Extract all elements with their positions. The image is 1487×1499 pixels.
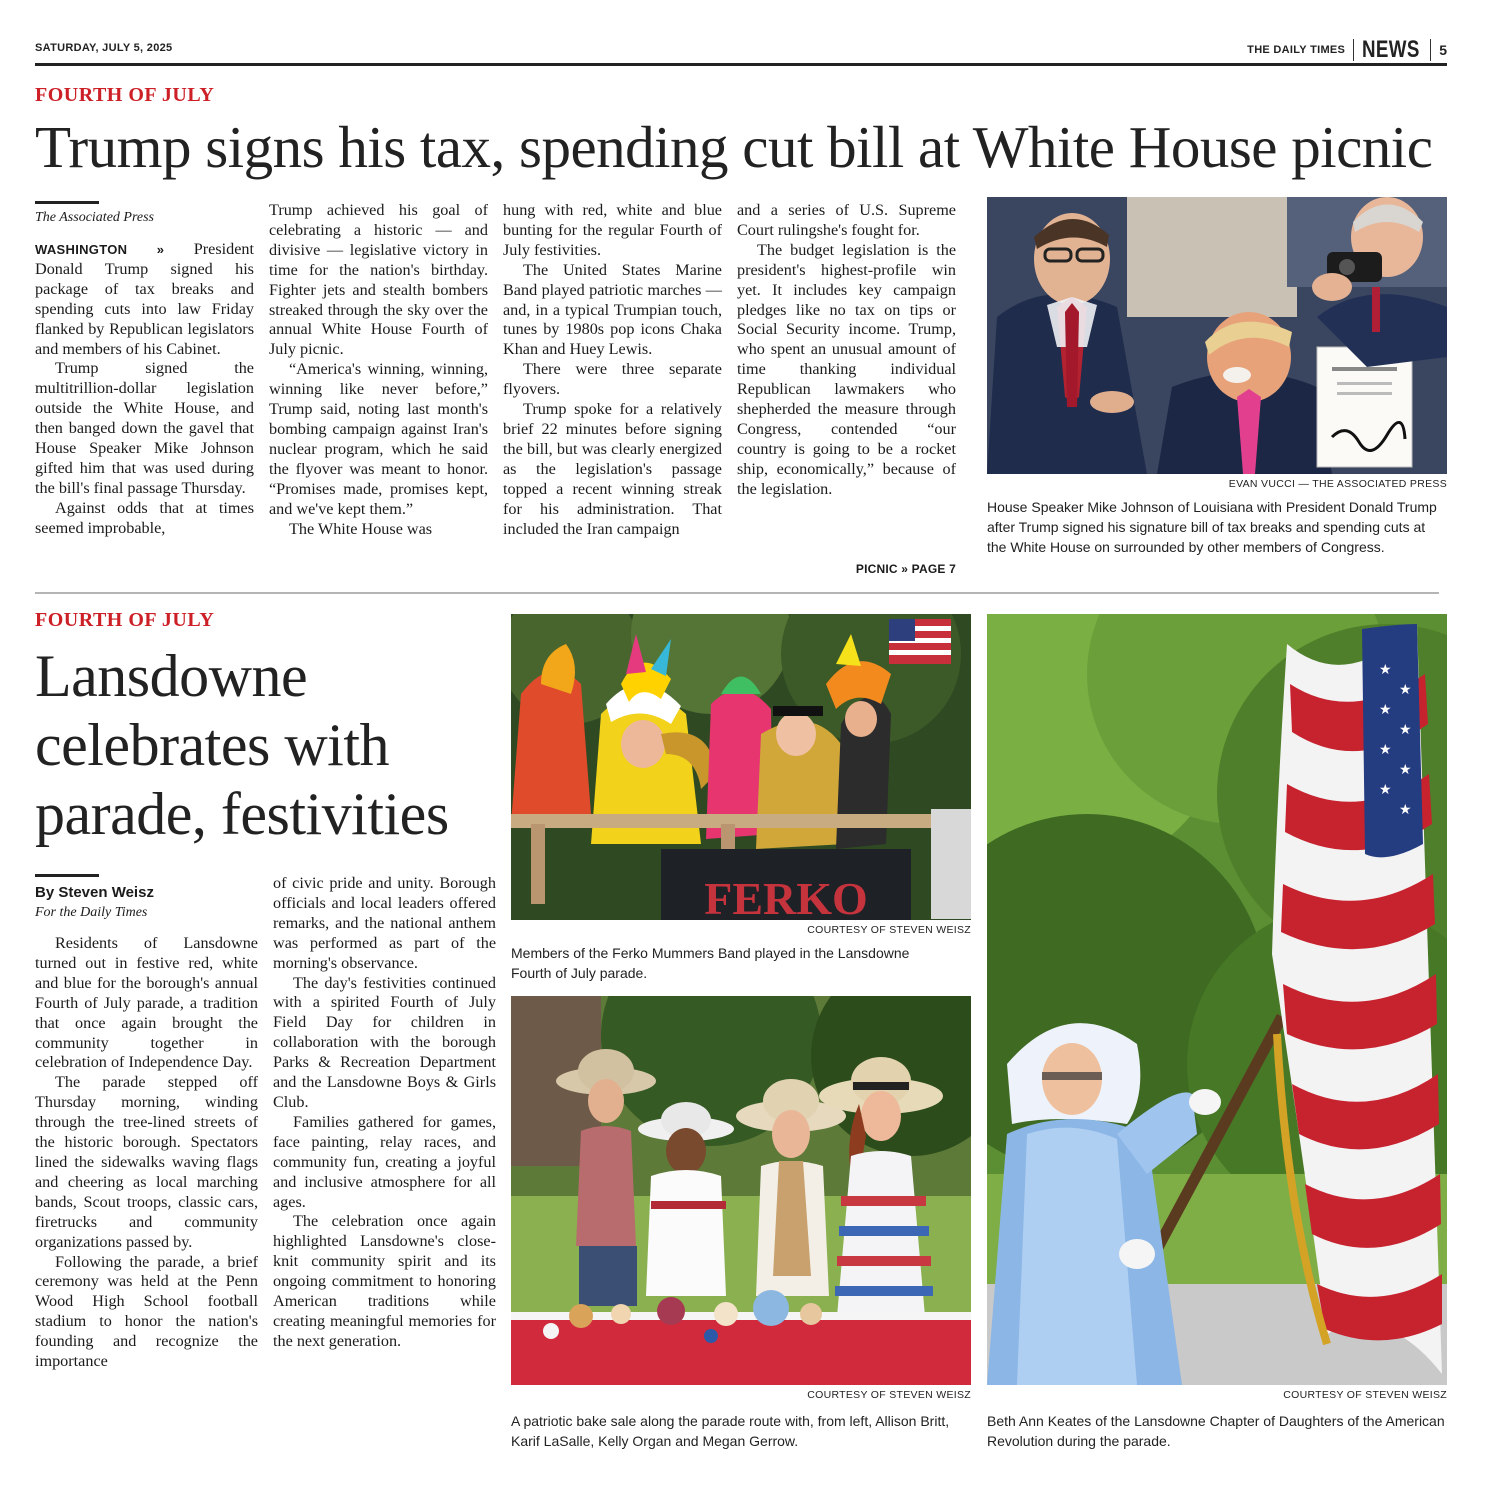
story2-affiliation: For the Daily Times <box>35 905 148 920</box>
bake-sale-photo <box>511 996 971 1385</box>
paragraph: Residents of Lansdowne turned out in festive red, white and blue for the borough's annual Fourth of July parade, a tradition that once again brought the community together in celebration of Independence Day. <box>35 934 258 1072</box>
photo-caption: A patriotic bake sale along the parade route with, from left, Allison Britt, Karif LaSalle, Kelly Organ and Megan Gerrow. <box>511 1413 950 1449</box>
paragraph: Trump spoke for a relatively brief 22 minutes before signing the bill, but was clearly energized as the legislation's passage topped a recent winning streak for his administration. That included the Iran campaign <box>503 400 722 538</box>
paragraph: Trump signed the multitrillion-dollar legislation outside the White House, and then banged down the gavel that House Speaker Mike Johnson gifted him that was used during the bill's final passage Thursday. <box>35 359 254 497</box>
paragraph: and a series of U.S. Supreme Court rulingshe's fought for. <box>737 201 956 239</box>
story2-byline: By Steven Weisz <box>35 884 154 901</box>
paragraph: The budget legislation is the president's highest-profile win yet. It includes key campaign pledges like no tax on tips or Social Security income. Trump, who spent an unusual amount of time thanking individual Republican lawmakers who shepherded the measure through Congress, contended “our country is going to be a rocket ship, economically,” because of the legislation. <box>737 240 956 498</box>
svg-text:★: ★ <box>1399 802 1412 818</box>
paragraph: Against odds that at times seemed improbable, <box>35 498 254 537</box>
svg-text:★: ★ <box>1399 762 1412 778</box>
photo-caption: Members of the Ferko Mummers Band played in the Lansdowne Fourth of July parade. <box>511 945 910 981</box>
svg-text:★: ★ <box>1379 782 1392 798</box>
masthead-brand <box>1247 36 1447 64</box>
paragraph: The White House was <box>289 519 433 538</box>
story2-column-1 <box>35 934 258 1372</box>
story1-kicker: FOURTH OF JULY <box>35 84 215 106</box>
section-divider <box>35 592 1439 594</box>
byline-rule <box>35 201 99 204</box>
masthead-date: SATURDAY, JULY 5, 2025 <box>35 42 173 54</box>
story2-kicker: FOURTH OF JULY <box>35 609 215 631</box>
paragraph: of civic pride and unity. Borough officials and local leaders offered remarks, and the national anthem was performed as part of the morning's observance. <box>273 874 496 972</box>
svg-text:★: ★ <box>1379 702 1392 718</box>
paragraph: The day's festivities continued with a spirited Fourth of July Field Day for children in collaboration with the borough Parks & Recreation Department and the Lansdowne Boys & Girls Club. <box>273 973 496 1111</box>
jump-line[interactable]: PICNIC » PAGE 7 <box>855 562 956 576</box>
svg-text:★: ★ <box>1399 682 1412 698</box>
svg-text:★: ★ <box>1379 742 1392 758</box>
masthead-divider <box>1353 39 1354 61</box>
paragraph: Families gathered for games, face painting, relay races, and community fun, creating a joyful and inclusive atmosphere for all ages. <box>273 1112 496 1211</box>
svg-text:★: ★ <box>1399 722 1412 738</box>
story2-column-2 <box>273 874 496 1352</box>
paragraph: hung with red, white and blue bunting for the regular Fourth of July festivities. <box>503 201 722 259</box>
photo-caption: Beth Ann Keates of the Lansdowne Chapter of Daughters of the American Revolution during the parade. <box>987 1413 1445 1449</box>
mummers-band-photo <box>511 614 971 920</box>
masthead-rule <box>35 63 1447 66</box>
byline-rule <box>35 874 99 877</box>
page-number: 5 <box>1439 42 1447 58</box>
paragraph: The United States Marine Band played patriotic marches — and, in a typical Trumpian touch, tunes by 1980s pop icons Chaka Khan and Huey Lewis. <box>503 260 722 359</box>
photo-credit: COURTESY OF STEVEN WEISZ <box>1283 1389 1447 1401</box>
photo-credit: COURTESY OF STEVEN WEISZ <box>807 924 971 936</box>
story2-headline: Lansdowne celebrates with parade, festivities <box>35 643 449 847</box>
paragraph: “America's winning, winning, winning like never before,” Trump said, noting last month's bombing campaign against Iran's nuclear program, which he said the flyover was meant to honor. “Promises made, promises kept, and we've kept them.” <box>269 360 488 518</box>
paragraph: The parade stepped off Thursday morning, winding through the tree-lined streets of the historic borough. Spectators lined the sidewalks waving flags and cheering as local marching bands, Scout troops, classic cars, firetrucks and community organizations passed by. <box>35 1073 258 1251</box>
story1-column-3 <box>503 201 722 539</box>
dateline: WASHINGTON » <box>35 242 165 257</box>
paragraph: Trump achieved his goal of celebrating a historic — and divisive — legislative victory in time for the nation's birthday. Fighter jets and stealth bombers streaked through the sky over the annual White House Fourth of July picnic. <box>269 201 488 359</box>
masthead-divider <box>1430 39 1431 61</box>
photo-credit: EVAN VUCCI — THE ASSOCIATED PRESS <box>1228 478 1447 490</box>
bill-signing-photo <box>987 197 1447 474</box>
svg-text:★: ★ <box>1379 662 1392 678</box>
story1-column-1 <box>35 240 254 539</box>
story1-byline: The Associated Press <box>35 210 154 225</box>
section-name: NEWS <box>1362 36 1420 63</box>
paragraph: There were three separate flyovers. <box>503 360 722 399</box>
photo-caption: House Speaker Mike Johnson of Louisiana with President Donald Trump after Trump signed his signature bill of tax breaks and spending cuts at the White House on surrounded by other members of Congress. <box>987 499 1437 555</box>
paragraph: The celebration once again highlighted Lansdowne's close-knit community spirit and its ongoing commitment to honoring American traditions while creating meaningful memories for the next generation. <box>273 1212 496 1350</box>
paper-name: THE DAILY TIMES <box>1247 44 1346 56</box>
photo-credit: COURTESY OF STEVEN WEISZ <box>807 1389 971 1401</box>
paragraph: Following the parade, a brief ceremony was held at the Penn Wood High School football stadium to honor the nation's founding and recognize the importance <box>35 1252 258 1371</box>
ferko-sign: FERKO <box>704 873 868 920</box>
story1-column-4 <box>737 201 956 500</box>
paragraph: President Donald Trump signed his package of tax breaks and spending cuts into law Friday flanked by Republican legislators and members of his Cabinet. <box>35 240 254 358</box>
story1-column-2 <box>269 201 488 539</box>
flag-bearer-photo <box>987 614 1447 1385</box>
story1-headline: Trump signs his tax, spending cut bill at White House picnic <box>35 114 1433 180</box>
